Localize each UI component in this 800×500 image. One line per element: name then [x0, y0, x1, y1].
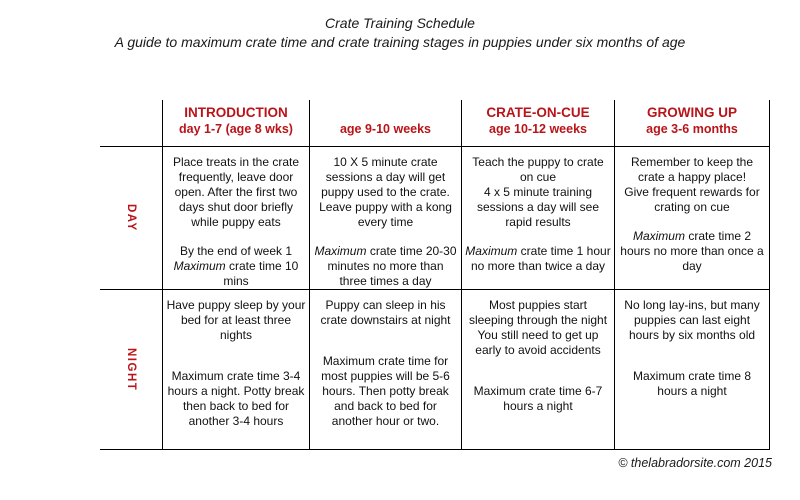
table-cell: Teach the puppy to crate on cue 4 x 5 minute training sessions a day will see rapid results Maximum crate time 1 hour no more than twice a day — [462, 147, 615, 290]
table-cell: 10 X 5 minute crate sessions a day will get puppy used to the crate. Leave puppy with a kong every time Maximum crate time 20-30 minutes no more than three times a day — [310, 147, 462, 290]
table-cell: Puppy can sleep in his crate downstairs at night Maximum crate time for most puppies will be 5-6 hours. Then potty break and back to bed for another hour or two. — [310, 290, 462, 450]
page-subtitle: A guide to maximum crate time and crate training stages in puppies under six months of age — [114, 34, 686, 50]
page-title: Crate Training Schedule — [325, 15, 475, 31]
column-subtitle: day 1-7 (age 8 wks) — [179, 122, 293, 136]
column-header-crate-on-cue — [462, 100, 615, 147]
corner-cell — [100, 100, 163, 147]
table-cell: Remember to keep the crate a happy place! Give frequent rewards for crating on cue Maximum crate time 2 hours no more than once a day — [615, 147, 770, 290]
column-title: CRATE-ON-CUE — [486, 105, 590, 120]
column-subtitle: age 10-12 weeks — [489, 122, 587, 136]
column-title — [310, 104, 461, 121]
column-title: GROWING UP — [647, 105, 737, 120]
title-block — [0, 14, 800, 52]
table-cell: Have puppy sleep by your bed for at least three nights Maximum crate time 3-4 hours a night. Potty break then back to bed for another 3-4 hours — [163, 290, 310, 450]
table-cell: Place treats in the crate frequently, leave door open. After the first two days shut door briefly while puppy eats By the end of week 1 Maximum crate time 10 mins — [163, 147, 310, 290]
row-label-day: DAY — [100, 147, 163, 290]
column-header-introduction — [163, 100, 310, 147]
column-subtitle: age 3-6 months — [646, 122, 738, 136]
column-subtitle: age 9-10 weeks — [339, 122, 432, 136]
table-cell: Most puppies start sleeping through the night You still need to get up early to avoid accidents Maximum crate time 6-7 hours a night — [462, 290, 615, 450]
column-title: INTRODUCTION — [184, 105, 288, 120]
column-header-growing-up — [615, 100, 770, 147]
table-cell: No long lay-ins, but many puppies can last eight hours by six months old Maximum crate time 8 hours a night — [615, 290, 770, 450]
crate-training-table — [100, 100, 770, 450]
copyright-footer: © thelabradorsite.com 2015 — [618, 456, 772, 470]
column-header-age-9-10-weeks — [310, 100, 462, 147]
row-label-night: NIGHT — [100, 290, 163, 450]
